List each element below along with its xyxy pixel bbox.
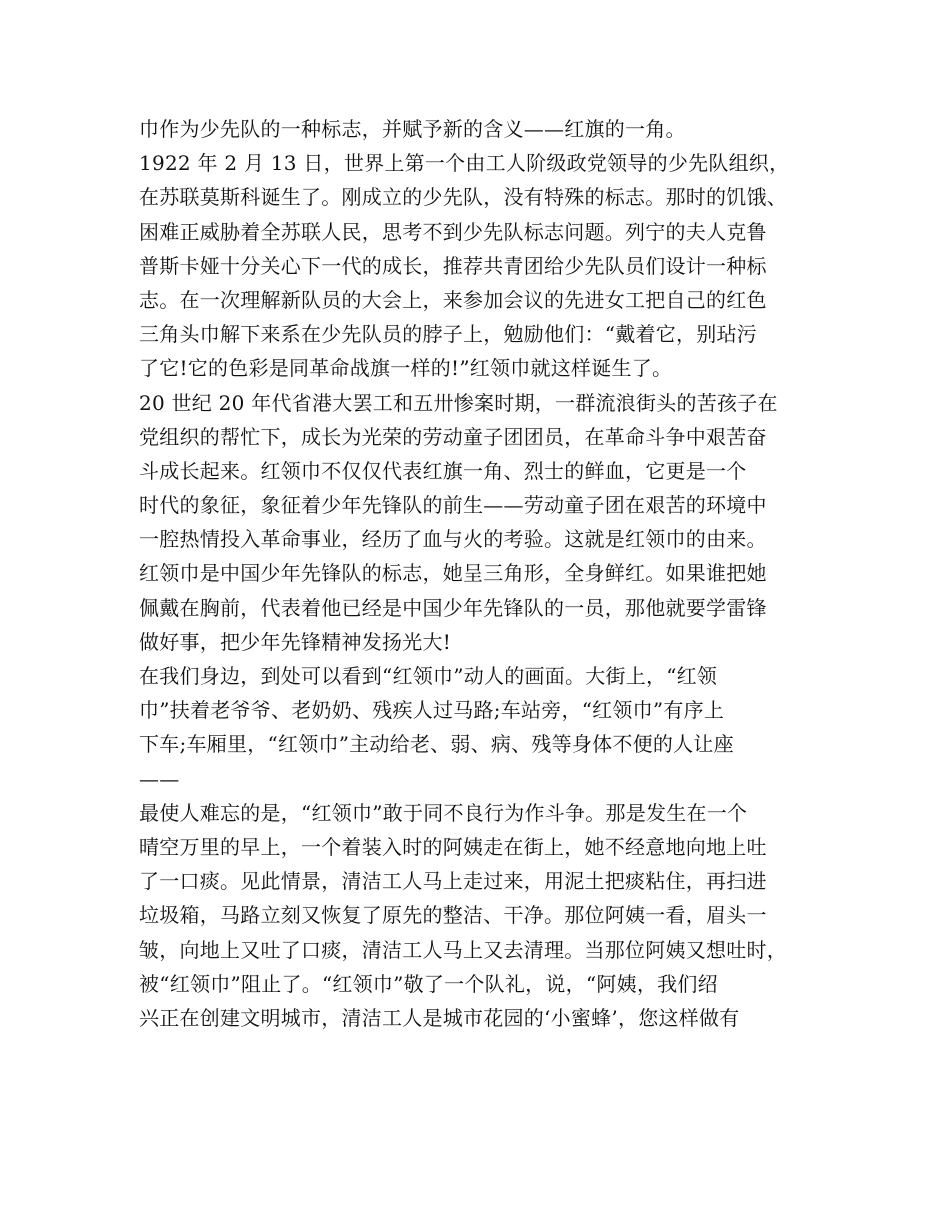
text-line: 红领巾是中国少年先锋队的标志，她呈三角形，全身鲜红。如果谁把她 (139, 561, 767, 586)
text-line: 垃圾箱，马路立刻又恢复了原先的整洁、干净。那位阿姨一看，眉头一 (139, 903, 767, 928)
text-line: 志。在一次理解新队员的大会上，来参加会议的先进女工把自己的红色 (139, 287, 767, 312)
text-line: 1922 年 2 月 13 日，世界上第一个由工人阶级政党领导的少先队组织， (139, 151, 790, 176)
body-text (139, 112, 829, 1035)
text-line: 下车;车厢里，“红领巾”主动给老、弱、病、残等身体不便的人让座 (139, 732, 734, 757)
text-line: 普斯卡娅十分关心下一代的成长，推荐共青团给少先队员们设计一种标 (139, 253, 767, 278)
text-line: 了一口痰。见此情景，清洁工人马上走过来，用泥土把痰粘住，再扫进 (139, 869, 767, 894)
text-line: 兴正在创建文明城市，清洁工人是城市花园的‘小蜜蜂’，您这样做有 (139, 1005, 740, 1030)
text-line: 在我们身边，到处可以看到“红领巾”动人的画面。大街上，“红领 (139, 664, 718, 688)
text-line: 最使人难忘的是，“红领巾”敢于同不良行为作斗争。那是发生在一个 (139, 800, 748, 825)
text-line: 被“红领巾”阻止了。“红领巾”敬了一个队礼，说，“阿姨，我们绍 (139, 971, 718, 996)
text-line: 皱，向地上又吐了口痰，清洁工人马上又去清理。当那位阿姨又想吐时， (139, 937, 787, 962)
text-line: 时代的象征，象征着少年先锋队的前生——劳动童子团在艰苦的环境中 (139, 493, 767, 518)
text-line: 三角头巾解下来系在少先队员的脖子上，勉励他们：“戴着它，别玷污 (139, 322, 757, 347)
text-line: 巾”扶着老爷爷、老奶奶、残疾人过马路;车站旁，“红领巾”有序上 (139, 698, 725, 723)
text-line: 了它!它的色彩是同革命战旗一样的!”红领巾就这样诞生了。 (139, 356, 673, 381)
text-line: —— (139, 766, 180, 791)
text-line: 困难正威胁着全苏联人民，思考不到少先队标志问题。列宁的夫人克鲁 (139, 219, 767, 244)
text-line: 佩戴在胸前，代表着他已经是中国少年先锋队的一员，那他就要学雷锋 (139, 595, 767, 620)
text-line: 巾作为少先队的一种标志，并赋予新的含义——红旗的一角。 (139, 117, 686, 141)
text-line: 做好事，把少年先锋精神发扬光大! (139, 629, 452, 654)
text-line: 一腔热情投入革命事业，经历了血与火的考验。这就是红领巾的由来。 (139, 527, 767, 552)
text-line: 党组织的帮忙下，成长为光荣的劳动童子团团员，在革命斗争中艰苦奋 (139, 424, 767, 449)
text-line: 在苏联莫斯科诞生了。刚成立的少先队，没有特殊的标志。那时的饥饿、 (139, 185, 787, 210)
text-line: 斗成长起来。红领巾不仅仅代表红旗一角、烈士的鲜血，它更是一个 (139, 458, 747, 483)
text-line: 20 世纪 20 年代省港大罢工和五卅惨案时期，一群流浪街头的苦孩子在 (139, 390, 778, 415)
text-line: 晴空万里的早上，一个着装入时的阿姨走在街上，她不经意地向地上吐 (139, 834, 767, 859)
